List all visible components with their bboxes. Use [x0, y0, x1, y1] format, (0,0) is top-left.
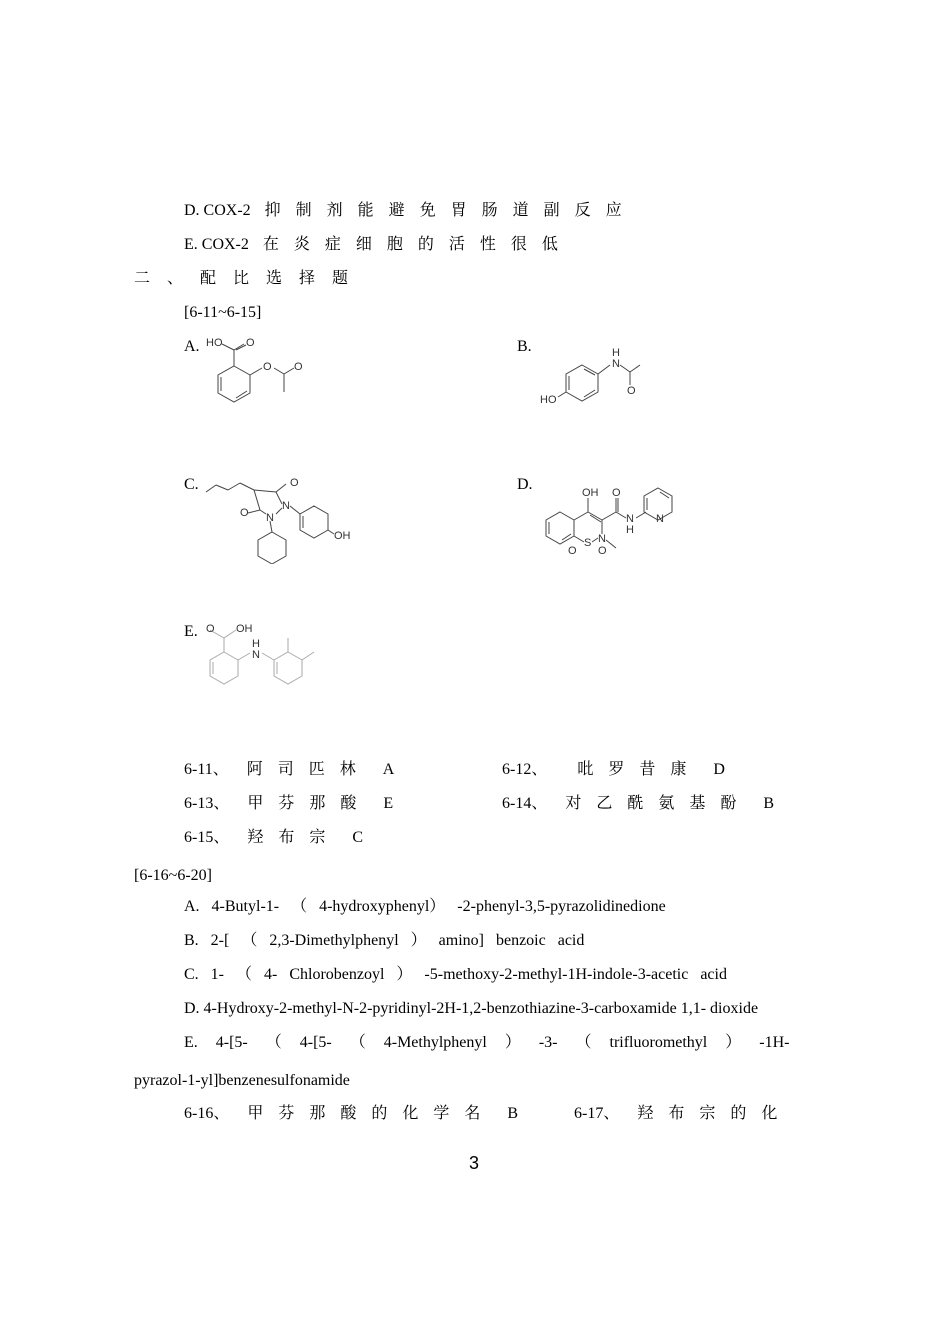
- atom-o: O: [263, 361, 272, 373]
- atom-oh: OH: [334, 530, 351, 542]
- atom-o: O: [246, 337, 255, 349]
- atom-oh: OH: [582, 487, 599, 499]
- atom-n: N: [612, 358, 620, 370]
- drug-name: 吡罗昔康: [577, 761, 702, 778]
- structure-a-label: A.: [184, 338, 200, 355]
- atom-n: N: [266, 512, 274, 524]
- atom-o: O: [598, 545, 607, 557]
- question-6-16: [184, 1104, 518, 1124]
- structure-b-paracetamol: [536, 345, 646, 411]
- answer-letter: A: [382, 761, 395, 778]
- atom-h: H: [612, 347, 620, 359]
- answer-6-13: [184, 794, 393, 814]
- option-d-label: D. COX-2: [184, 202, 251, 219]
- atom-o: O: [568, 545, 577, 557]
- atom-n: N: [656, 513, 664, 525]
- group2-option-b: B. 2-[ （ 2,3-Dimethylphenyl ） amino] benzoic acid: [184, 932, 585, 949]
- atom-o: O: [627, 385, 636, 397]
- atom-o: O: [612, 487, 621, 499]
- drug-name: 羟布宗: [247, 829, 341, 846]
- answer-6-14: [502, 794, 774, 814]
- atom-s: S: [584, 537, 592, 549]
- structure-a-aspirin: [200, 332, 310, 408]
- option-e-text: 在炎症细胞的活性很低: [262, 236, 573, 253]
- atom-n: N: [626, 513, 634, 525]
- atom-o: O: [290, 477, 299, 489]
- structure-e-label: E.: [184, 623, 198, 640]
- option-d-line: [184, 201, 637, 221]
- group1-range: [6-11~6-15]: [184, 304, 262, 321]
- structure-c-oxyphenbutazone: [200, 474, 360, 564]
- group2-option-a: A. 4-Butyl-1- （ 4-hydroxyphenyl） -2-phenyl-3,5-pyrazolidinedione: [184, 898, 666, 915]
- structure-d-label: D.: [517, 476, 533, 493]
- answer-letter: D: [713, 761, 725, 778]
- group2-range: [6-16~6-20]: [134, 867, 212, 884]
- question-number: 6-15、: [184, 829, 230, 846]
- structure-c-label: C.: [184, 476, 199, 493]
- atom-h: H: [626, 524, 634, 536]
- atom-h: H: [252, 638, 260, 650]
- question-number: 6-12、: [502, 761, 548, 778]
- group2-option-e-continued: pyrazol-1-yl]benzenesulfonamide: [134, 1072, 350, 1089]
- answer-letter: C: [352, 829, 364, 846]
- question-number: 6-17、: [574, 1105, 620, 1122]
- page-number: 3: [469, 1153, 480, 1173]
- answer-letter: B: [763, 795, 775, 812]
- question-number: 6-13、: [184, 795, 230, 812]
- atom-n: N: [252, 649, 260, 661]
- atom-ho: HO: [540, 394, 557, 406]
- group2-option-e: E. 4-[5- （ 4-[5- （ 4-Methylphenyl ） -3- （ trifluoromethyl ） -1H-: [184, 1034, 790, 1051]
- answer-letter: E: [383, 795, 394, 812]
- drug-name: 阿司匹林: [246, 761, 371, 778]
- group2-option-d: D. 4-Hydroxy-2-methyl-N-2-pyridinyl-2H-1,2-benzothiazine-3-carboxamide 1,1- dioxide: [184, 1000, 759, 1017]
- question-6-17: [574, 1104, 792, 1124]
- question-number: 6-16、: [184, 1105, 230, 1122]
- answer-6-15: [184, 828, 363, 848]
- drug-name: 对乙酰氨基酚: [565, 795, 752, 812]
- question-number: 6-14、: [502, 795, 548, 812]
- structure-d-piroxicam: [538, 482, 688, 562]
- answer-letter: B: [507, 1105, 519, 1122]
- group2-option-c: C. 1- （ 4- Chlorobenzoyl ） -5-methoxy-2-methyl-1H-indole-3-acetic acid: [184, 966, 727, 983]
- atom-n: N: [282, 500, 290, 512]
- atom-n: N: [598, 533, 606, 545]
- section-title: 二、配比选择题: [134, 270, 366, 287]
- structure-b-label: B.: [517, 338, 532, 355]
- atom-o: O: [206, 623, 215, 635]
- question-text: 羟布宗的化: [637, 1105, 793, 1122]
- atom-o: O: [240, 507, 249, 519]
- question-text: 甲芬那酸的化学名: [247, 1105, 496, 1122]
- option-e-line: [184, 235, 573, 255]
- answer-6-11: [184, 760, 394, 780]
- atom-ho: HO: [206, 337, 223, 349]
- structure-e-mefenamic-acid: [200, 620, 330, 694]
- option-e-label: E. COX-2: [184, 236, 249, 253]
- atom-o: O: [294, 361, 303, 373]
- atom-oh: OH: [236, 623, 253, 635]
- option-d-text: 抑制剂能避免胃肠道副反应: [264, 202, 637, 219]
- drug-name: 甲芬那酸: [247, 795, 372, 812]
- answer-6-12: [502, 760, 725, 780]
- question-number: 6-11、: [184, 761, 229, 778]
